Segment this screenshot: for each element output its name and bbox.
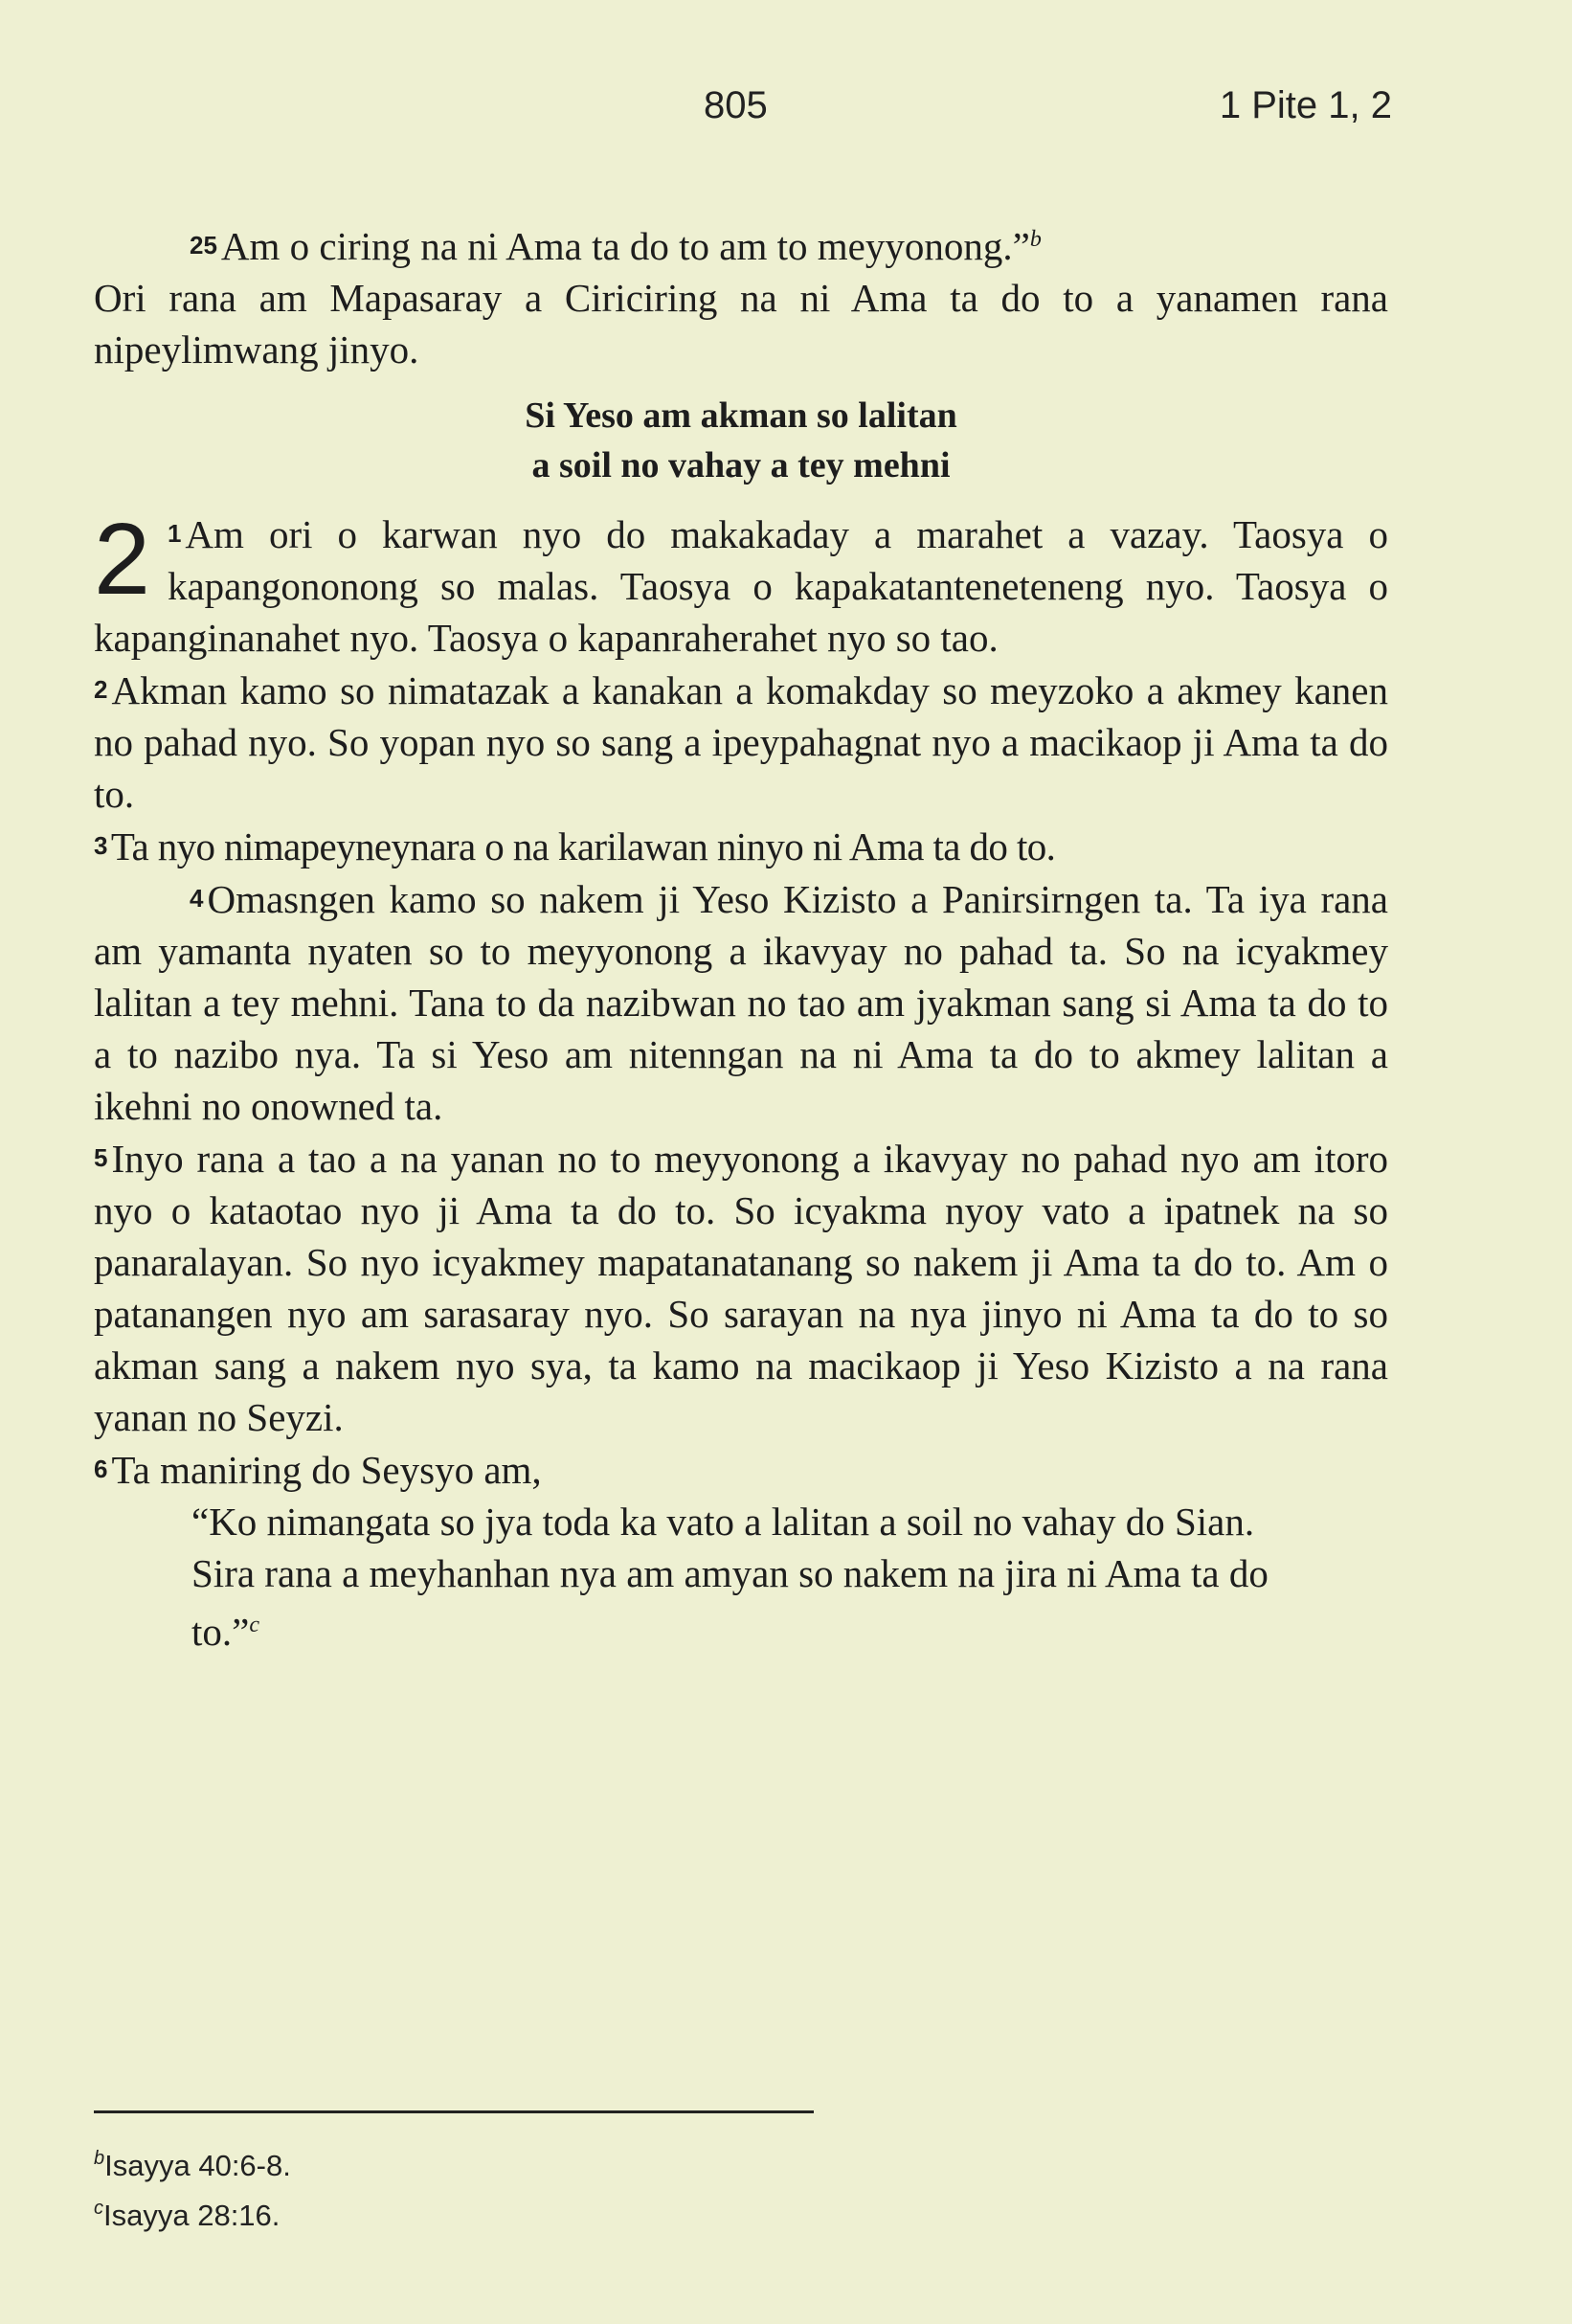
footnote-ref: c bbox=[249, 1613, 259, 1637]
footnote-text: Isayya 28:16. bbox=[103, 2199, 281, 2232]
section-heading bbox=[94, 391, 1388, 490]
verse-1 bbox=[94, 503, 1388, 664]
verse-text: Am ori o karwan nyo do makakaday a marahet a vazay. Taosya o kapangononong so malas. Taosya o kapakatanteneteneng nyo. Taosya o kapanginanahet nyo. Taosya o kapanraherahet nyo so tao. bbox=[94, 512, 1388, 660]
footnote-divider bbox=[94, 2110, 814, 2113]
main-text bbox=[94, 214, 1388, 1658]
verse-25-continuation: Ori rana am Mapasaray a Ciriciring na ni Ama ta do to a yanamen rana nipeylimwang jinyo. bbox=[94, 276, 1388, 372]
verse-text: Ta maniring do Seysyo am, bbox=[111, 1448, 542, 1492]
verse-number: 6 bbox=[94, 1455, 108, 1483]
verse-text: Omasngen kamo so nakem ji Yeso Kizisto a Panirsirngen ta. Ta iya rana am yamanta nyaten so to meyyonong a ikavyay no pahad ta. So na icyakmey lalitan a tey mehni. Tana to da nazibwan no tao am jyakman sang si Ama ta do to a to nazibo nya. Ta si Yeso am nitenngan na ni Ama ta do to akmey lalitan a ikehni no onowned ta. bbox=[94, 877, 1388, 1128]
section-heading-line: Si Yeso am akman so lalitan bbox=[525, 395, 957, 436]
verse-number: 5 bbox=[94, 1143, 108, 1172]
verse-text: Ta nyo nimapeyneynara o na karilawan ninyo ni Ama ta do to. bbox=[110, 824, 1056, 869]
verse-3 bbox=[94, 820, 1388, 872]
verse-text: Inyo rana a tao a na yanan no to meyyonong a ikavyay no pahad nyo am itoro nyo o kataotao nyo ji Ama ta do to. So icyakma nyoy vato a ipatnek na so panaralayan. So nyo icyakmey mapatanatanang so nakem ji Ama ta do to. Am o patanangen nyo am sarasaray nyo. So sarayan na nya jinyo ni Ama ta do to so akman sang a nakem nyo sya, ta kamo na macikaop ji Yeso Kizisto a na rana yanan no Seyzi. bbox=[94, 1137, 1388, 1439]
page-number: 805 bbox=[704, 84, 768, 126]
verse-text: Akman kamo so nimatazak a kanakan a komakday so meyzoko a akmey kanen no pahad nyo. So yopan nyo so sang a ipeypahagnat nyo a macikaop ji Ama ta do to. bbox=[94, 668, 1388, 816]
verse-number: 4 bbox=[190, 884, 204, 913]
quote-text: “Ko nimangata so jya toda ka vato a lalitan a soil no vahay do Sian. Sira rana a meyhanhan nya am amyan so nakem na jira ni Ama ta do to.” bbox=[191, 1500, 1269, 1654]
running-header-reference: 1 Pite 1, 2 bbox=[1219, 84, 1392, 126]
footnotes bbox=[94, 2137, 291, 2237]
verse-number: 3 bbox=[94, 831, 107, 860]
verse-number: 2 bbox=[94, 675, 108, 704]
footnote bbox=[94, 2187, 291, 2237]
verse-4 bbox=[94, 872, 1388, 1132]
verse-2 bbox=[94, 664, 1388, 820]
verse-text: Am o ciring na ni Ama ta do to am to meyyonong.” bbox=[220, 224, 1030, 268]
footnote-mark: b bbox=[94, 2148, 105, 2169]
scripture-quote bbox=[94, 1496, 1388, 1658]
chapter-number: 2 bbox=[94, 503, 150, 616]
verse-number: 25 bbox=[190, 231, 217, 259]
verse-number: 1 bbox=[167, 519, 182, 548]
footnote bbox=[94, 2137, 291, 2187]
verse-25 bbox=[94, 214, 1388, 272]
footnote-text: Isayya 40:6-8. bbox=[104, 2149, 291, 2182]
footnote-ref: b bbox=[1029, 227, 1042, 252]
verse-5 bbox=[94, 1132, 1388, 1443]
footnote-mark: c bbox=[94, 2198, 103, 2219]
section-heading-line: a soil no vahay a tey mehni bbox=[531, 445, 951, 485]
verse-6 bbox=[94, 1443, 1388, 1496]
